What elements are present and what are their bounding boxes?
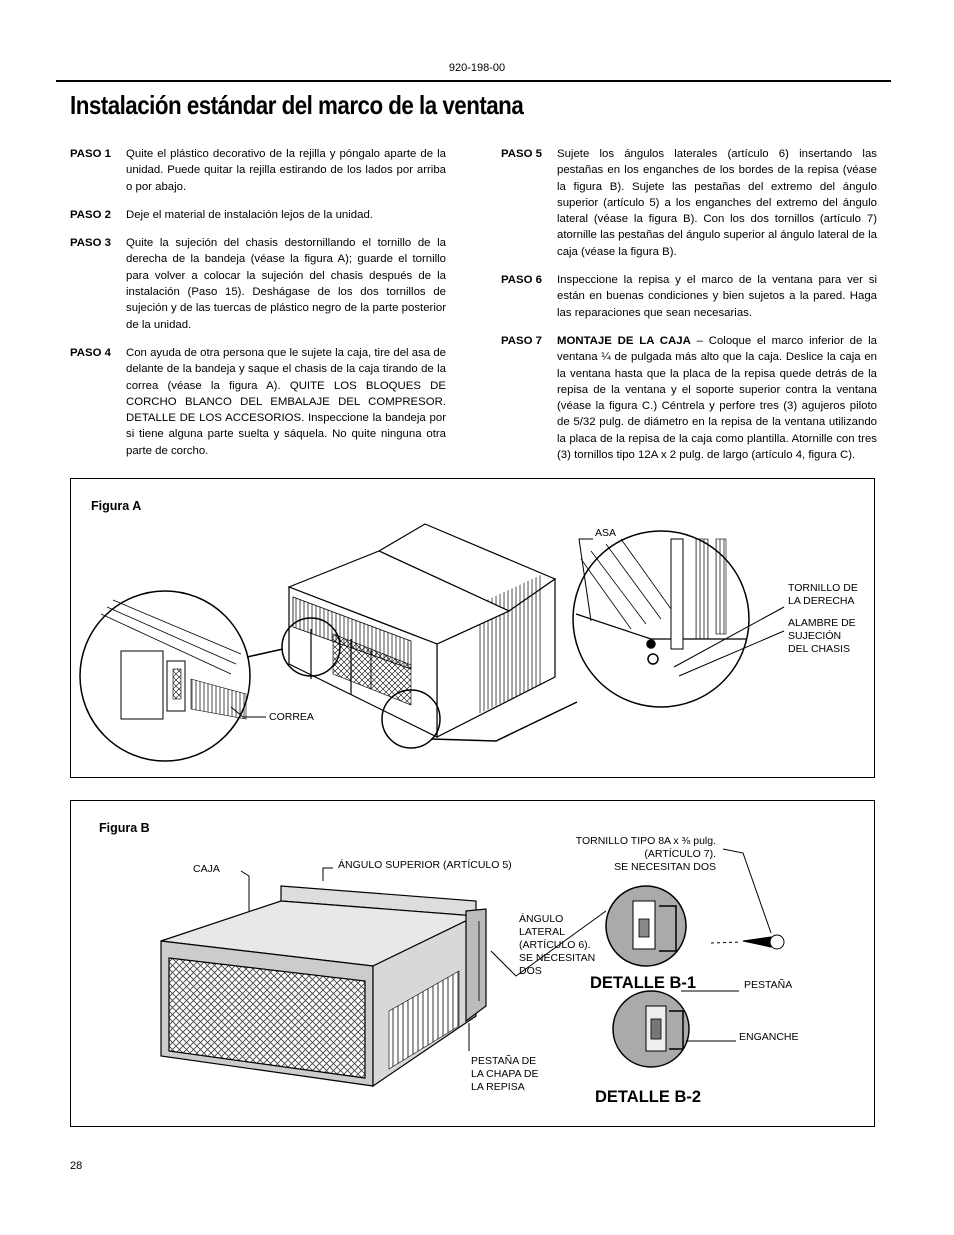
step-text: Deje el material de instalación lejos de la unidad. <box>126 208 373 221</box>
step-5 <box>501 146 877 260</box>
figure-a-illustration <box>71 479 876 779</box>
header-rule <box>56 80 891 82</box>
callout-tornillo-derecha: TORNILLO DE LA DERECHA <box>788 582 858 607</box>
step-number: PASO 3 <box>70 237 111 250</box>
callout-pestana: PESTAÑA <box>744 979 793 991</box>
step-number: PASO 1 <box>70 148 111 160</box>
strap-detail-circle <box>80 591 250 761</box>
callout-tornillo: TORNILLO TIPO 8A x ⅜ pulg. (ARTÍCULO 7). SE NECESITAN DOS <box>575 835 716 873</box>
figure-b-label: Figura B <box>99 821 150 835</box>
callout-angulo-superior: ÁNGULO SUPERIOR (ARTÍCULO 5) <box>338 859 512 871</box>
step-text: Quite la sujeción del chasis destornillando el tornillo de la derecha de la bandeja (véase la figura A); guarde el tornillo para volver a colocar la sujeción del chasis después de la instalación (Paso 15). Deshágase de los dos tornillos de sujeción y de las tuercas de plástico negro de la parte posterior de la unidad. <box>126 237 446 331</box>
handle-detail-circle <box>573 531 749 707</box>
callout-correa: CORREA <box>269 711 314 723</box>
step-7 <box>501 333 877 463</box>
detail-b2-title: DETALLE B-2 <box>595 1088 702 1106</box>
step-number: PASO 4 <box>70 346 111 359</box>
step-body: – Coloque el marco inferior de la ventana ¼ de pulgada más alto que la caja. Deslice la caja en la ventana hasta que la placa de la repisa quede detrás de la repisa de la ventana y el soporte superior contra la ventana (véase la figura C.) Céntrela y perfore tres (3) agujeros piloto de 5/32 pulg. de diámetro en la repisa de la ventana utilizando la placa de la repisa de la caja como plantilla. Atornille con tres (3) tornillos tipo 12A x 2 pulg. de largo (artículo 4, figura C). <box>557 334 877 462</box>
cabinet-drawing <box>161 886 486 1086</box>
ac-unit-drawing <box>289 524 555 737</box>
step-number: PASO 7 <box>501 334 542 347</box>
step-heading: MONTAJE DE LA CAJA <box>557 334 691 347</box>
step-text <box>557 333 877 463</box>
figure-a-label: Figura A <box>91 499 142 513</box>
page-number: 28 <box>70 1160 83 1172</box>
screw-drawing <box>711 935 784 949</box>
step-number: PASO 5 <box>501 148 542 160</box>
document-number: 920-198-00 <box>448 62 506 74</box>
step-number: PASO 2 <box>70 208 111 221</box>
step-text: Con ayuda de otra persona que le sujete la caja, tire del asa de delante de la bandeja y saque el chasis de la caja tirando de la correa (véase la figura A). QUITE LOS BLOQUES DE CORCHO BLANCO DEL EMBALAJE DEL COMPRESOR. DETALLE DE LOS ACCESORIOS. Inspeccione la bandeja por si tiene alguna parte suelta y sáquela. No quite ninguna otra parte de corcho. <box>126 346 446 457</box>
callout-enganche: ENGANCHE <box>739 1031 799 1043</box>
figure-b <box>70 800 875 1127</box>
step-3 <box>70 235 446 333</box>
step-text: Sujete los ángulos laterales (artículo 6) insertando las pestañas en los enganches de los bordes de la repisa (véase la figura B). Sujete las pestañas del extremo del ángulo superior (artículo 5) a los enganches del extremo del ángulo lateral (véase la figura B). Con los dos tornillos (artículo 7) atornille las pestañas del ángulo superior al ángulo lateral de la caja (véase la figura B). <box>557 148 877 258</box>
callout-pestana-chapa: PESTAÑA DE LA CHAPA DE LA REPISA <box>471 1055 539 1093</box>
callout-alambre-sujecion: ALAMBRE DE SUJECIÓN DEL CHASIS <box>788 617 856 655</box>
step-2 <box>70 207 446 223</box>
step-text: Inspeccione la repisa y el marco de la ventana para ver si están en buenas condiciones y bien sujetos a la pared. Haga las reparaciones que sean necesarias. <box>557 274 877 319</box>
detail-b1-circle <box>606 886 686 966</box>
callout-caja: CAJA <box>193 863 220 875</box>
step-4 <box>70 345 446 459</box>
figure-a <box>70 478 875 778</box>
step-text: Quite el plástico decorativo de la rejilla y póngalo aparte de la unidad. Puede quitar la rejilla estirando de los lados por arriba o por abajo. <box>126 148 446 193</box>
callout-angulo-lateral: ÁNGULO LATERAL (ARTÍCULO 6). SE NECESITAN DOS <box>519 913 596 977</box>
step-1 <box>70 146 446 195</box>
step-6 <box>501 272 877 321</box>
callout-asa: ASA <box>595 527 617 539</box>
detail-b1-title: DETALLE B-1 <box>590 974 697 992</box>
steps-left-column <box>70 146 446 471</box>
step-number: PASO 6 <box>501 274 542 287</box>
page-title: Instalación estándar del marco de la ventana <box>70 90 524 120</box>
steps-right-column <box>501 146 877 475</box>
detail-b2-circle <box>613 991 689 1067</box>
